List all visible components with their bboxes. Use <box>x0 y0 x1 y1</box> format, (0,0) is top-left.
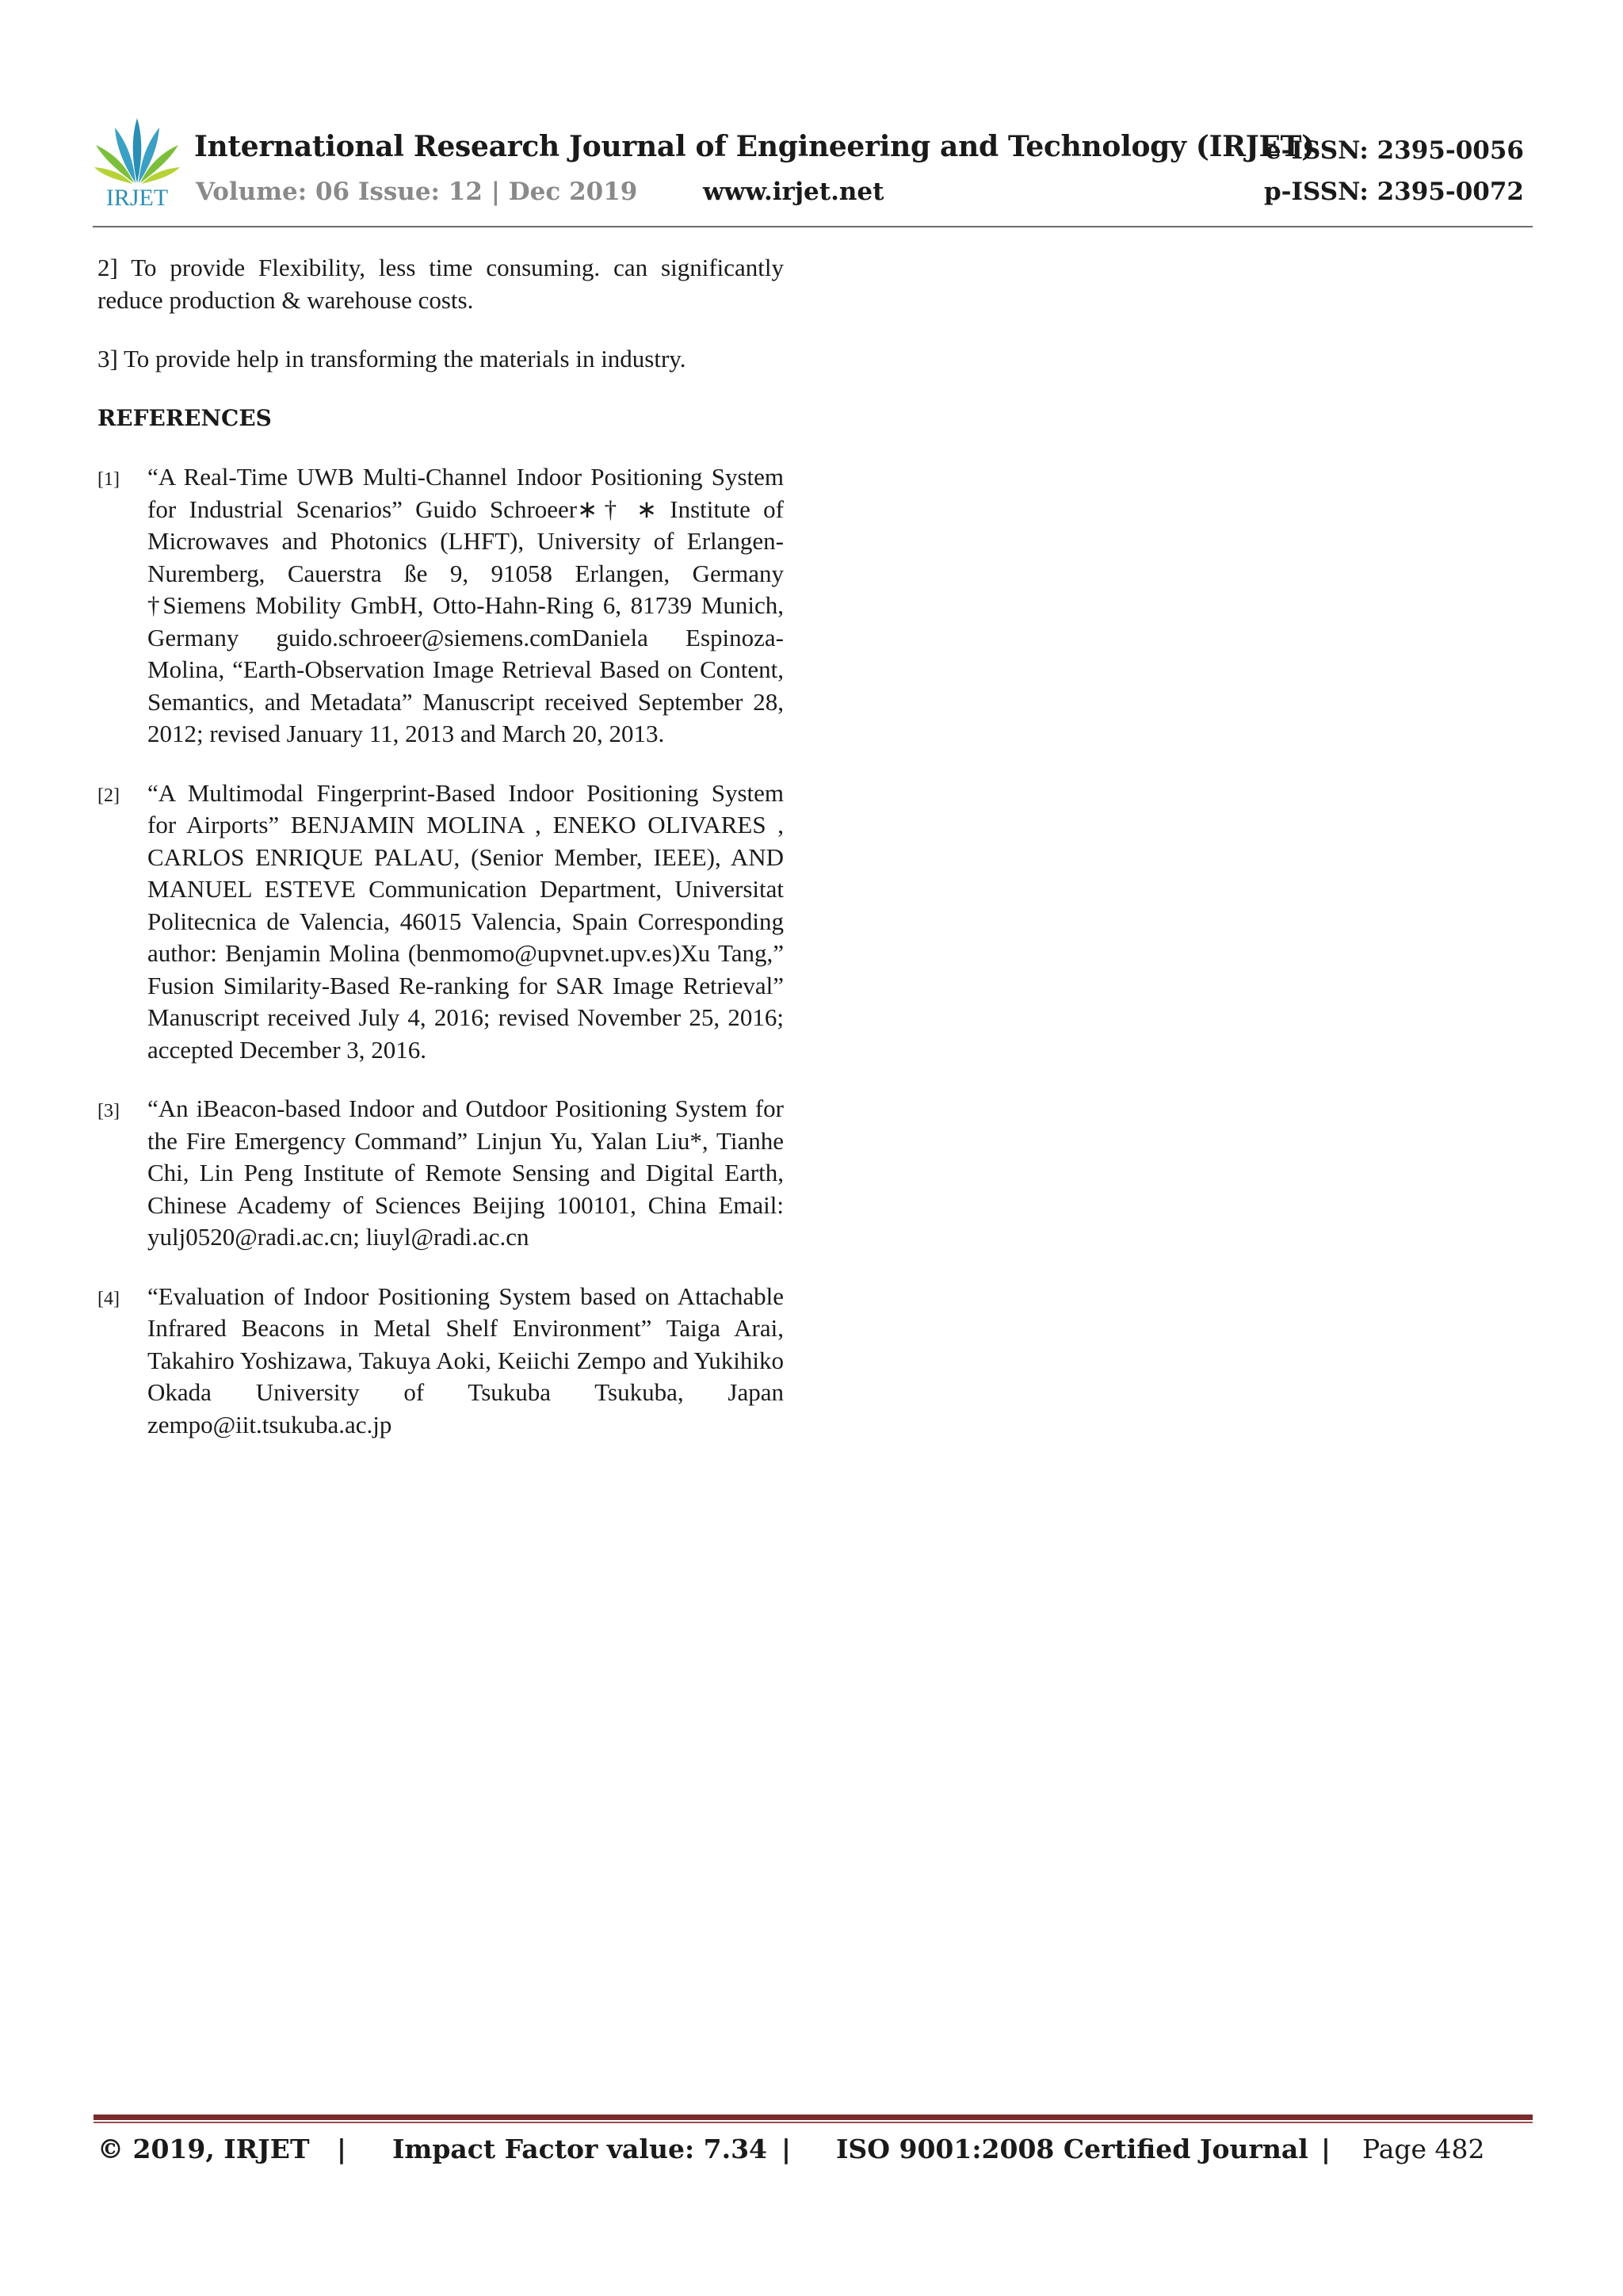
reference-number: [1] <box>97 469 120 490</box>
reference-text: “An iBeacon-based Indoor and Outdoor Positioning System for the Fire Emergency Command” Linjun Yu, Yalan Liu*, Tianhe Chi, Lin Peng Institute of Remote Sensing and Digital Earth, Chinese Academy of Sciences Beijing 100101, China Email: yulj0520@radi.ac.cn; liuyl@radi.ac.cn <box>147 1095 784 1251</box>
left-column <box>97 252 784 1468</box>
reference-number: [3] <box>97 1101 120 1121</box>
eissn: e-ISSN: 2395-0056 <box>1265 136 1524 165</box>
footer-iso: ISO 9001:2008 Certified Journal <box>836 2134 1308 2164</box>
journal-title: International Research Journal of Engineering and Technology (IRJET) <box>194 130 1315 163</box>
paragraph-objective-2: 2] To provide Flexibility, less time consuming. can significantly reduce production & warehouse costs. <box>97 254 784 314</box>
footer-separator: | <box>1321 2134 1331 2164</box>
header-divider <box>93 226 1533 227</box>
pissn: p-ISSN: 2395-0072 <box>1263 178 1524 206</box>
footer-separator: | <box>781 2134 792 2164</box>
logo-leaves-icon <box>93 115 181 186</box>
reference-item <box>97 461 784 751</box>
reference-item <box>97 1281 784 1442</box>
irjet-logo <box>93 115 181 216</box>
references-heading: REFERENCES <box>97 404 272 431</box>
logo-text: IRJET <box>105 185 169 211</box>
reference-text: “Evaluation of Indoor Positioning System based on Attachable Infrared Beacons in Metal Shelf Environment” Taiga Arai, Takahiro Yoshizawa, Takuya Aoki, Keiichi Zempo and Yukihiko Okada University of Tsukuba Tsukuba, Japan zempo@iit.tsukuba.ac.jp <box>147 1282 784 1438</box>
reference-item <box>97 1093 784 1254</box>
reference-number: [2] <box>97 785 120 806</box>
reference-item <box>97 777 784 1067</box>
website-link[interactable]: www.irjet.net <box>703 178 884 206</box>
reference-text: “A Real-Time UWB Multi-Channel Indoor Positioning System for Industrial Scenarios” Guido Schroeer∗† ∗ Institute of Microwaves and Photonics (LHFT), University of Erlangen-Nuremberg, Cauerstra ße 9, 91058 Erlangen, Germany †Siemens Mobility GmbH, Otto-Hahn-Ring 6, 81739 Munich, Germany guido.schroeer@siemens.comDaniela Espinoza-Molina, “Earth-Observation Image Retrieval Based on Content, Semantics, and Metadata” Manuscript received September 28, 2012; revised January 11, 2013 and March 20, 2013. <box>147 463 784 747</box>
volume-issue: Volume: 06 Issue: 12 | Dec 2019 <box>196 178 638 206</box>
footer-divider-thin <box>94 2122 1533 2123</box>
footer-page-number: Page 482 <box>1362 2134 1485 2164</box>
reference-number: [4] <box>97 1288 120 1309</box>
footer-separator: | <box>337 2134 347 2164</box>
paragraph-objective-3: 3] To provide help in transforming the materials in industry. <box>97 345 686 372</box>
footer-impact-factor: Impact Factor value: 7.34 <box>392 2134 767 2164</box>
footer-divider-thick <box>94 2115 1533 2120</box>
footer-copyright: © 2019, IRJET <box>97 2134 310 2164</box>
reference-text: “A Multimodal Fingerprint-Based Indoor Positioning System for Airports” BENJAMIN MOLINA , ENEKO OLIVARES , CARLOS ENRIQUE PALAU, (Senior Member, IEEE), AND MANUEL ESTEVE Communication Department, Universitat Politecnica de Valencia, 46015 Valencia, Spain Corresponding author: Benjamin Molina (benmomo@upvnet.upv.es)Xu Tang,” Fusion Similarity-Based Re-ranking for SAR Image Retrieval” Manuscript received July 4, 2016; revised November 25, 2016; accepted December 3, 2016. <box>147 778 784 1064</box>
